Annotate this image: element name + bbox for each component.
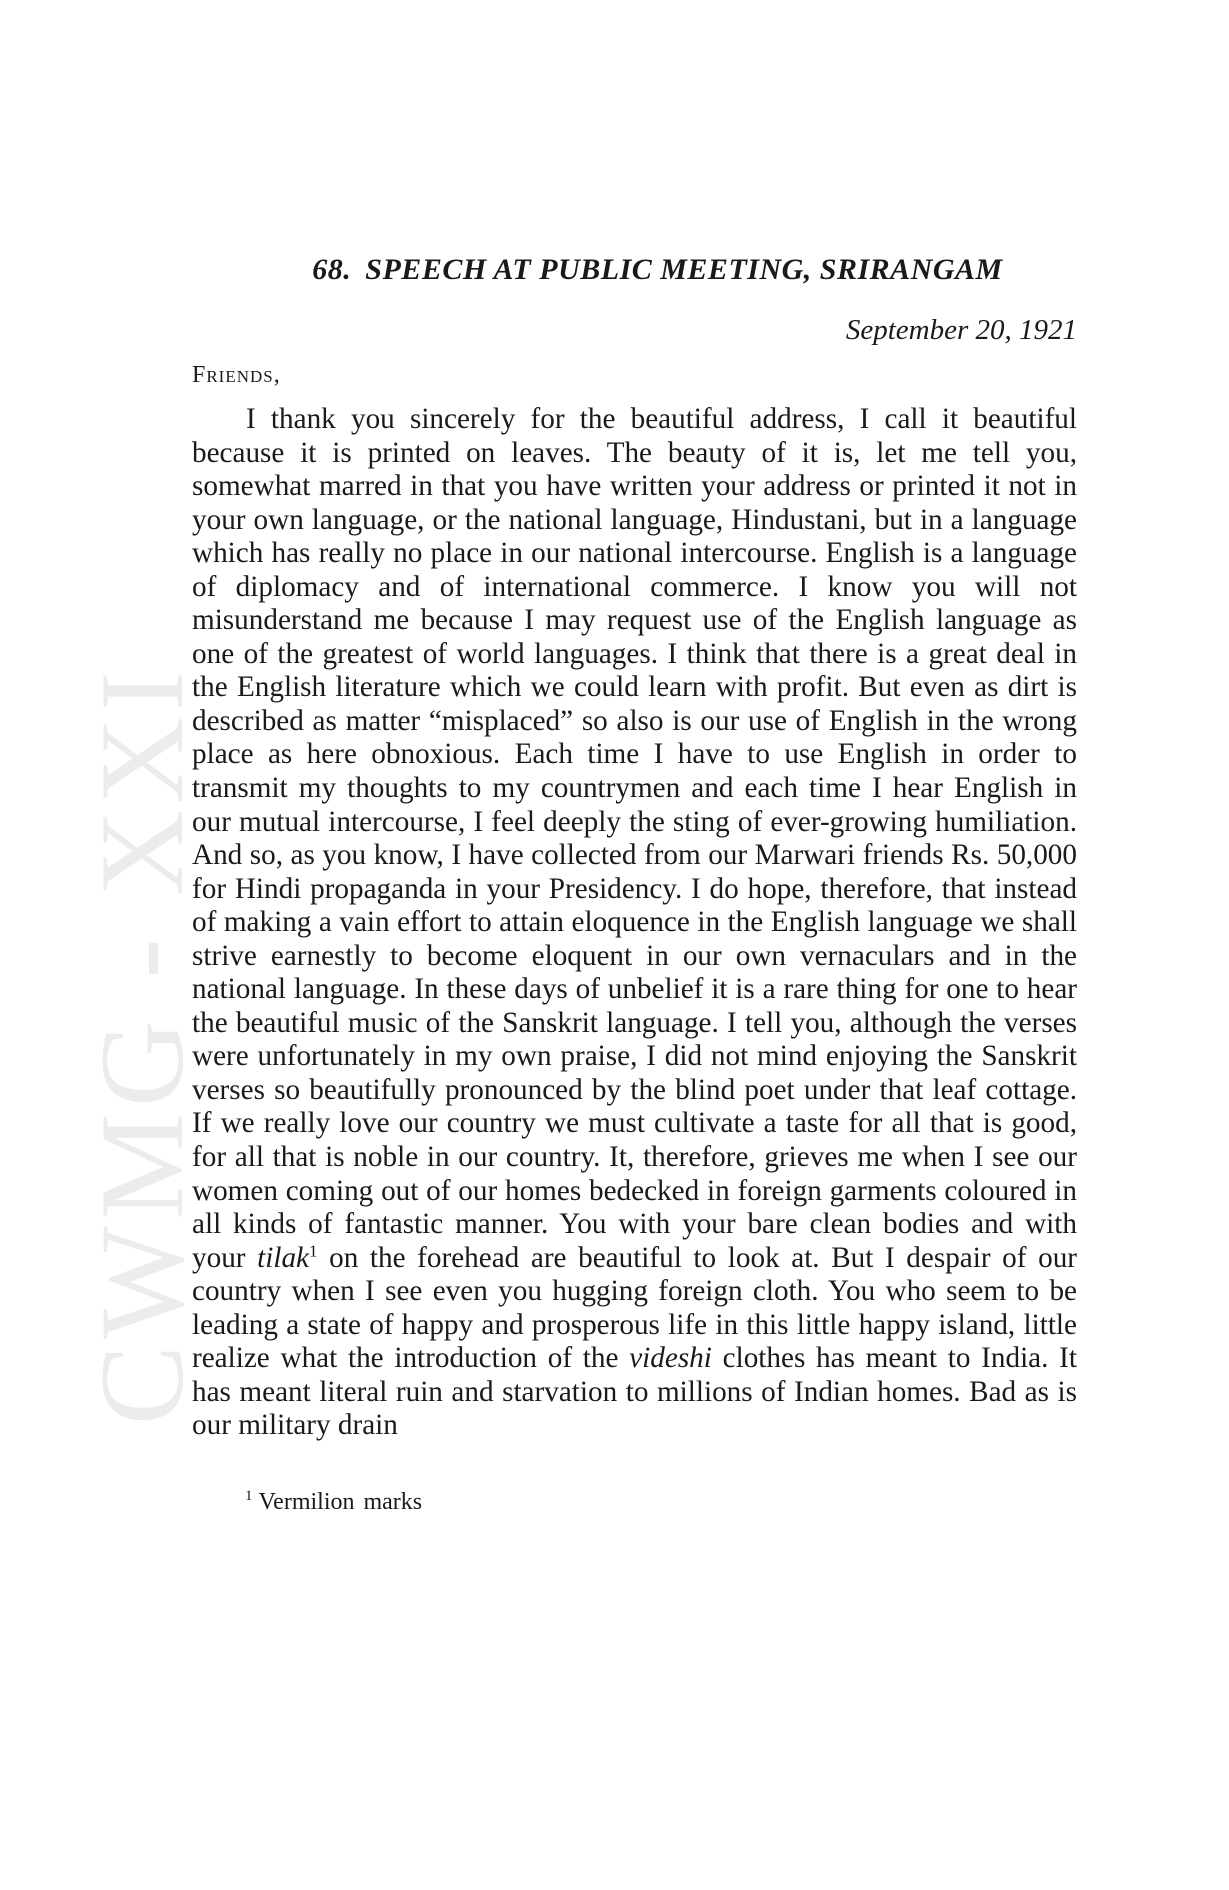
italic-term-tilak: tilak bbox=[257, 1241, 310, 1274]
document-title bbox=[192, 250, 1077, 290]
footnote-reference[interactable]: 1 bbox=[309, 1240, 318, 1260]
document-number: 68. bbox=[312, 253, 352, 286]
document-page bbox=[192, 250, 1077, 1517]
document-title-text: SPEECH AT PUBLIC MEETING, SRIRANGAM bbox=[365, 253, 1003, 286]
watermark-text: CWMG - XXI bbox=[75, 665, 208, 1425]
document-date: September 20, 1921 bbox=[845, 314, 1077, 346]
footnote bbox=[245, 1487, 1077, 1517]
italic-term-videshi: videshi bbox=[629, 1342, 712, 1375]
footnote-text: Vermilion marks bbox=[258, 1488, 423, 1515]
salutation: Friends, bbox=[192, 362, 281, 388]
speech-paragraph bbox=[192, 403, 1077, 1443]
paragraph-text-part-2: on the forehead are beautiful to look at. But I despair of our country when I see even you hugging foreign cloth. You who seem to be leading a state of happy and prosperous life in this little happy island, little realize what the introduction of the bbox=[192, 1241, 1078, 1375]
footnote-marker: 1 bbox=[245, 1487, 253, 1504]
paragraph-text-part-1: I thank you sincerely for the beautiful address, I call it beautiful because it is printed on leaves. The beauty of it is, let me tell you, somewhat marred in that you have written your address or printed it not in your own language, or the national language, Hindustani, but in a language which has really no place in our national intercourse. English is a language of diplomacy and of international commerce. I know you will not misunderstand me because I may request use of the English language as one of the greatest of world languages. I think that there is a great deal in the English literature which we could learn with profit. But even as dirt is described as matter “misplaced” so also is our use of English in the wrong place as here obnoxious. Each time I have to use English in order to transmit my thoughts to my countrymen and each time I hear English in our mutual intercourse, I feel deeply the sting of ever-growing humiliation. And so, as you know, I have collected from our Marwari friends Rs. 50,000 for Hindi propaganda in your Presidency. I do hope, therefore, that instead of making a vain effort to attain eloquence in the English language we shall strive earnestly to become eloquent in our own vernaculars and in the national language. In these days of unbelief it is a rare thing for one to hear the beautiful music of the Sanskrit language. I tell you, although the verses were unfortunately in my own praise, I did not mind enjoying the Sanskrit verses so beautifully pronounced by the blind poet under that leaf cottage. If we really love our country we must cultivate a taste for all that is good, for all that is noble in our country. It, therefore, grieves me when I see our women coming out of our homes bedecked in foreign garments coloured in all kinds of fantastic manner. You with your bare clean bodies and with your bbox=[192, 403, 1077, 1274]
paragraph-text-part-3: clothes has meant to India. It has meant literal ruin and starvation to millions of Indian homes. Bad as is our military drain bbox=[192, 1342, 1077, 1442]
watermark bbox=[75, 505, 208, 1425]
